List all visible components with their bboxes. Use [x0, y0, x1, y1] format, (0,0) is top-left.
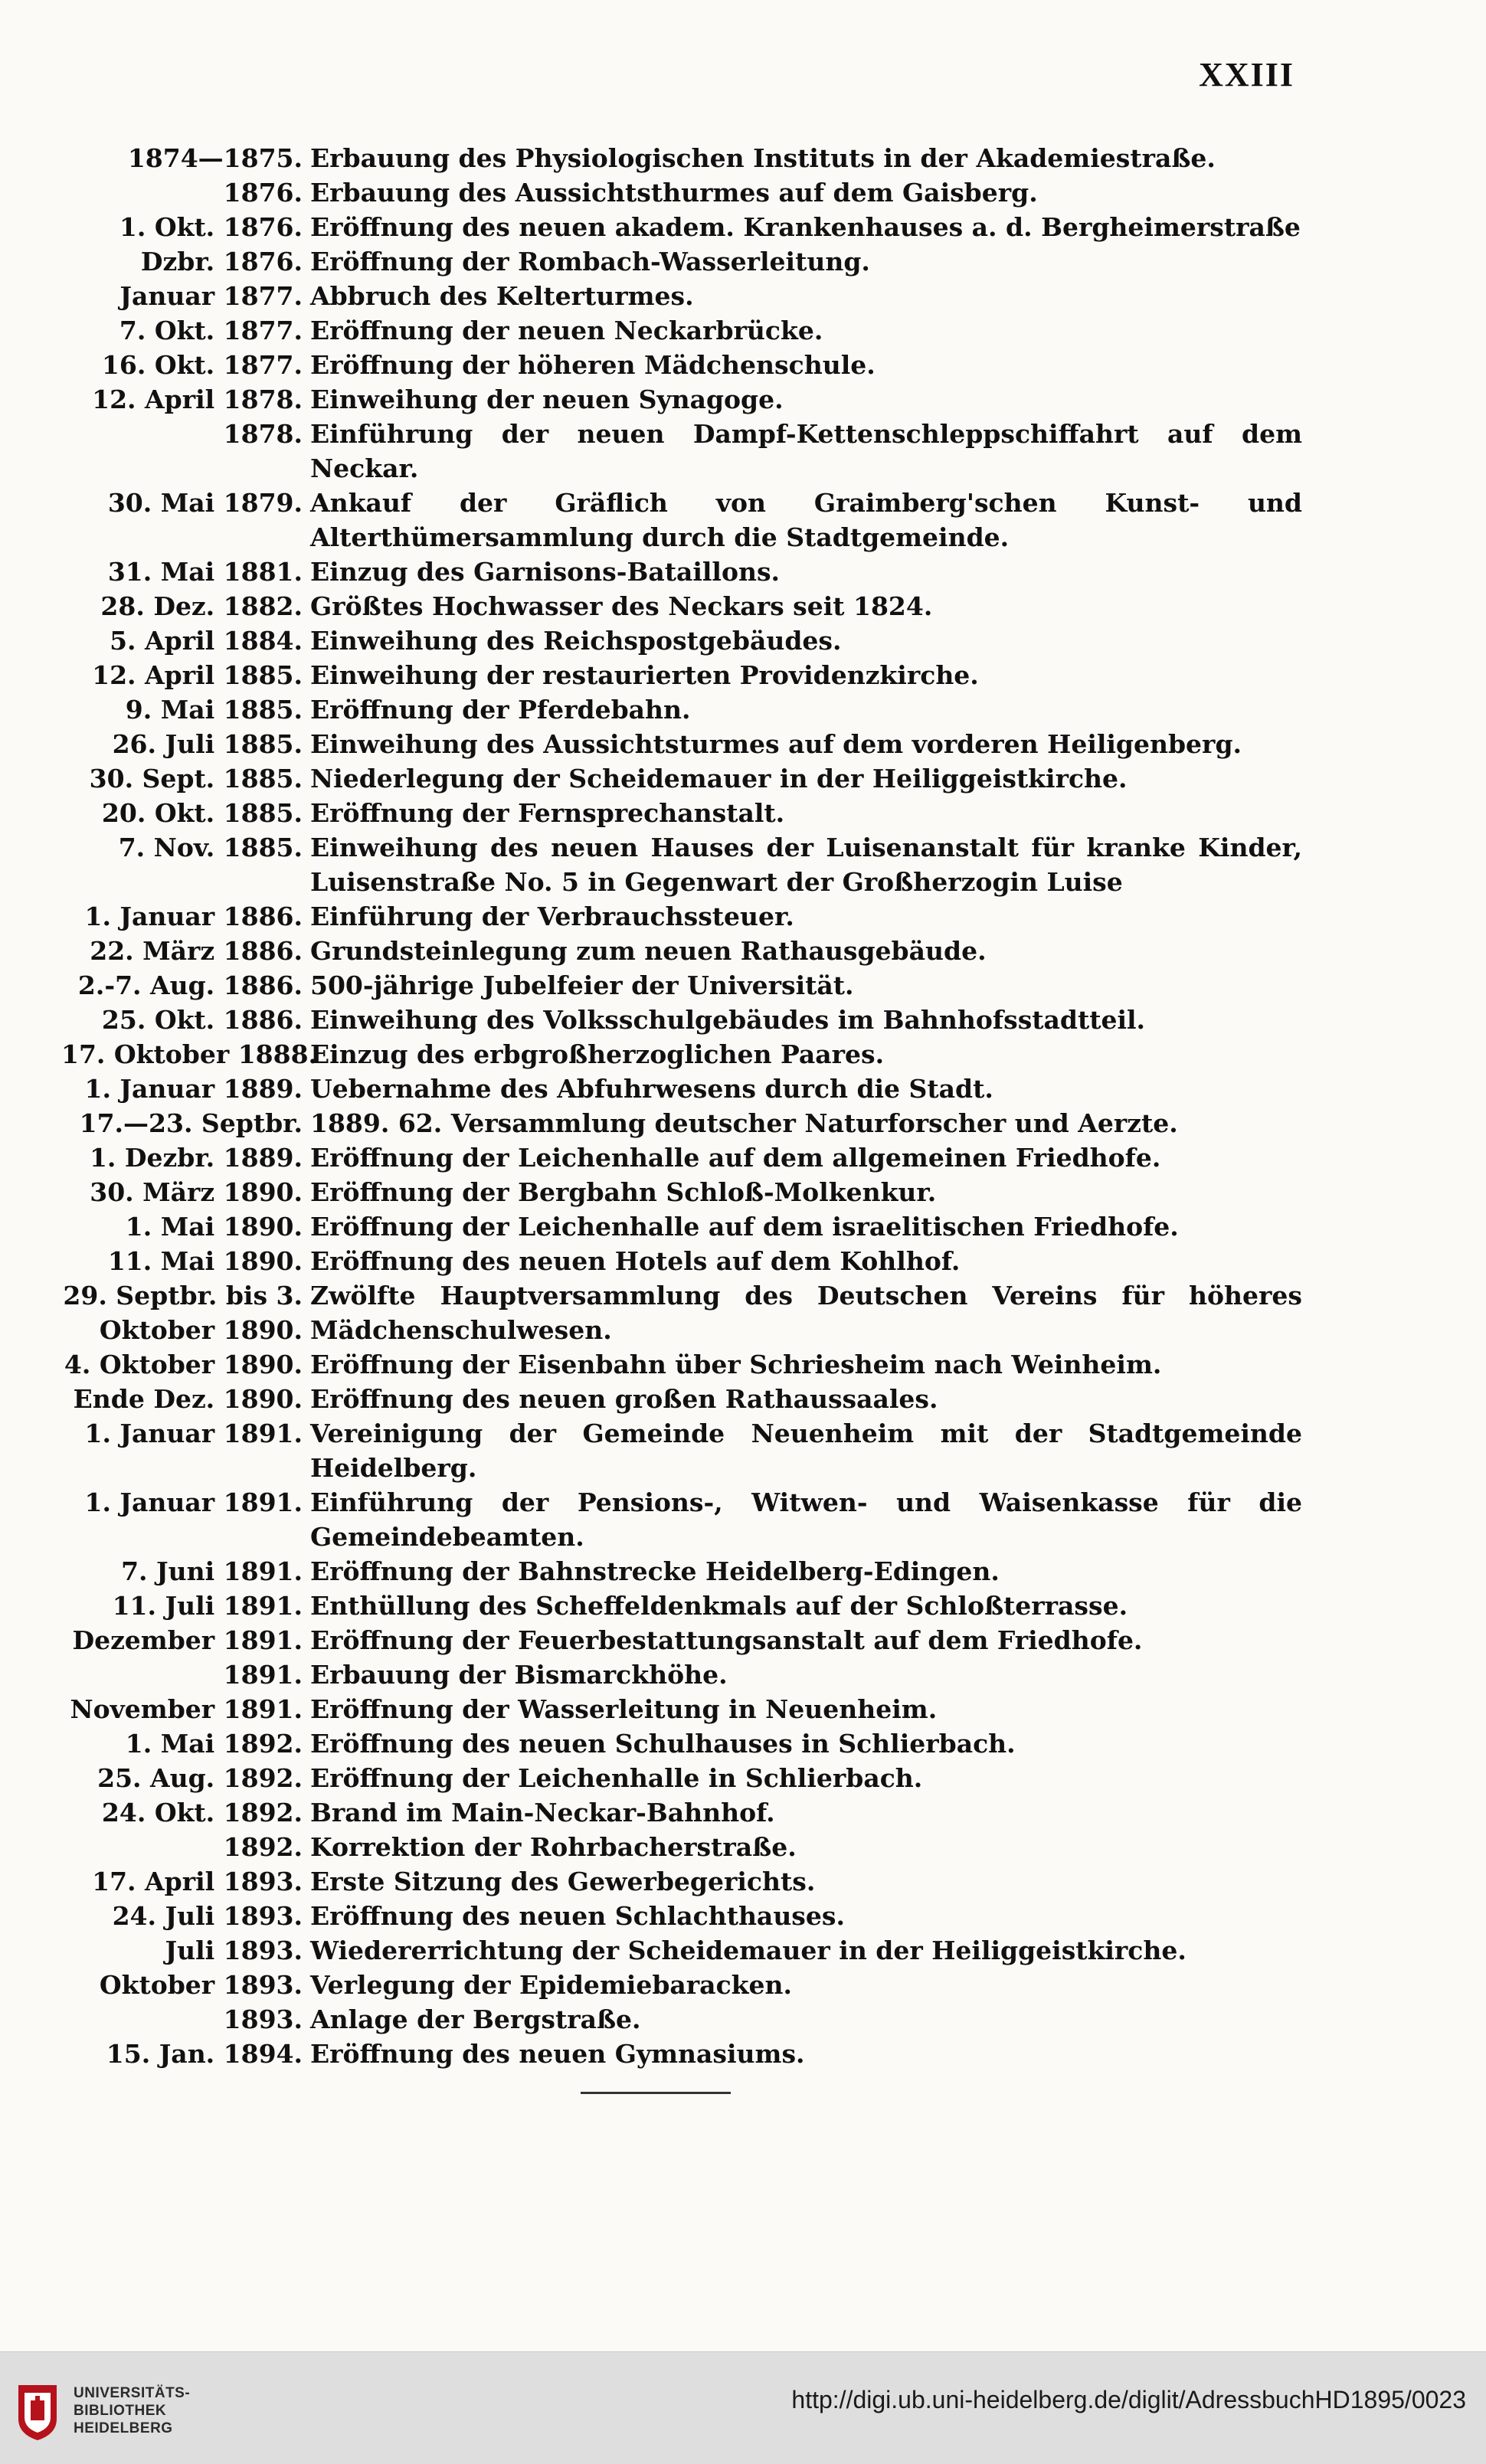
entry-text: Eröffnung der höheren Mädchenschule.: [310, 350, 876, 380]
entry-text: Einweihung des Reichspostgebäudes.: [310, 626, 842, 656]
list-item: [61, 1175, 1302, 1209]
list-item: [61, 899, 1302, 934]
entry-text: Erbauung des Physiologischen Instituts in der Akademiestraße.: [310, 143, 1216, 173]
list-item: [61, 1416, 1302, 1485]
entry-date: 30. Mai 1879.: [107, 488, 303, 518]
list-item: [61, 175, 1302, 210]
entry-date: 11. Mai 1890.: [107, 1246, 303, 1276]
entry-date: 25. Okt. 1886.: [101, 1005, 303, 1035]
entry-text: Eröffnung des neuen Hotels auf dem Kohlhof.: [310, 1246, 961, 1276]
entry-date: 1892.: [223, 1832, 303, 1862]
list-item: [61, 1726, 1302, 1761]
entry-text: Uebernahme des Abfuhrwesens durch die Stadt.: [310, 1074, 993, 1104]
entry-text: Einweihung der restaurierten Providenzkirche.: [310, 660, 979, 690]
entry-date: Dzbr. 1876.: [140, 247, 303, 277]
entry-date: 15. Jan. 1894.: [106, 2039, 303, 2069]
entry-date: 26. Juli 1885.: [112, 729, 303, 759]
entry-text: Eröffnung der Bergbahn Schloß-Molkenkur.: [310, 1177, 937, 1207]
list-item: [61, 141, 1302, 175]
entry-date: 17. April 1893.: [92, 1867, 303, 1896]
entry-text: Eröffnung der Feuerbestattungsanstalt auf dem Friedhofe.: [310, 1625, 1143, 1655]
entry-text: Vereinigung der Gemeinde Neuenheim mit der Stadtgemeinde Heidelberg.: [310, 1419, 1302, 1483]
list-item: [61, 1485, 1302, 1554]
entry-text: Einweihung des Volksschulgebäudes im Bahnhofsstadtteil.: [310, 1005, 1146, 1035]
entry-date: 1. Okt. 1876.: [119, 212, 303, 242]
entry-text: Zwölfte Hauptversammlung des Deutschen Vereins für höheres Mädchenschulwesen.: [310, 1281, 1302, 1345]
list-item: [61, 1933, 1302, 1968]
entry-date: 30. März 1890.: [90, 1177, 303, 1207]
page-number: XXIII: [1199, 56, 1295, 93]
entry-text: Eröffnung der Fernsprechanstalt.: [310, 798, 785, 828]
entry-text: Wiedererrichtung der Scheidemauer in der Heiliggeistkirche.: [310, 1936, 1187, 1965]
entry-date: 1. Januar 1891.: [84, 1419, 303, 1448]
entry-text: Eröffnung des neuen Schlachthauses.: [310, 1901, 845, 1931]
entry-text: Erste Sitzung des Gewerbegerichts.: [310, 1867, 816, 1896]
logo-line: BIBLIOTHEK: [74, 2402, 167, 2419]
entry-date: 30. Sept. 1885.: [89, 764, 303, 794]
list-item: [61, 658, 1302, 692]
entry-text: Korrektion der Rohrbacherstraße.: [310, 1832, 797, 1862]
entry-text: Brand im Main-Neckar-Bahnhof.: [310, 1798, 775, 1828]
list-item: [61, 1692, 1302, 1726]
entry-date: 12. April 1878.: [92, 384, 303, 414]
entry-text: Eröffnung der Leichenhalle auf dem israelitischen Friedhofe.: [310, 1212, 1179, 1242]
list-item: [61, 1382, 1302, 1416]
list-item: [61, 1347, 1302, 1382]
list-item: [61, 1657, 1302, 1692]
entry-text: Eröffnung des neuen großen Rathaussaales.: [310, 1384, 938, 1414]
list-item: [61, 1761, 1302, 1795]
list-item: [61, 2037, 1302, 2071]
entry-date: Juli 1893.: [165, 1936, 303, 1965]
list-item: [61, 589, 1302, 623]
entry-date: 4. Oktober 1890.: [64, 1350, 303, 1379]
entry-text: Eröffnung der Eisenbahn über Schriesheim nach Weinheim.: [310, 1350, 1162, 1379]
entry-text: Anlage der Bergstraße.: [310, 2004, 641, 2034]
entry-text: Eröffnung der neuen Neckarbrücke.: [310, 316, 823, 345]
list-item: [61, 555, 1302, 589]
entry-date: 1891.: [223, 1660, 303, 1690]
entry-date: Januar 1877.: [119, 281, 303, 311]
entry-date: 1874—1875.: [127, 143, 303, 173]
chronology-list: [61, 141, 1302, 2071]
list-item: [61, 830, 1302, 899]
entry-date: 22. März 1886.: [90, 936, 303, 966]
entry-text: Eröffnung des neuen Schulhauses in Schlierbach.: [310, 1729, 1016, 1759]
entry-date: 16. Okt. 1877.: [101, 350, 303, 380]
list-item: [61, 761, 1302, 796]
list-item: [61, 1968, 1302, 2002]
list-item: [61, 1106, 1302, 1140]
entry-date: 17. Oktober 1888.: [61, 1039, 318, 1069]
entry-date: November 1891.: [70, 1694, 303, 1724]
entry-text: Eröffnung der Leichenhalle auf dem allgemeinen Friedhofe.: [310, 1143, 1161, 1173]
entry-text: Einführung der Pensions-, Witwen- und Waisenkasse für die Gemeindebeamten.: [310, 1487, 1302, 1552]
list-item: [61, 1278, 1302, 1347]
entry-text: Eröffnung der Wasserleitung in Neuenheim.: [310, 1694, 938, 1724]
entry-date: 24. Juli 1893.: [112, 1901, 303, 1931]
list-item: [61, 279, 1302, 313]
entry-date: 7. Nov. 1885.: [118, 833, 303, 862]
entry-date: 24. Okt. 1892.: [101, 1798, 303, 1828]
entry-text: Eröffnung des neuen akadem. Krankenhauses a. d. Bergheimerstraße: [310, 212, 1301, 242]
entry-text: Ankauf der Gräflich von Graimberg'schen Kunst- und Alterthümersammlung durch die Stadtgemeinde.: [310, 488, 1302, 552]
entry-text: Einweihung der neuen Synagoge.: [310, 384, 784, 414]
list-item: [61, 348, 1302, 382]
entry-text: Einweihung des Aussichtsturmes auf dem vorderen Heiligenberg.: [310, 729, 1242, 759]
list-item: [61, 1140, 1302, 1175]
logo-line: HEIDELBERG: [74, 2420, 173, 2436]
footer-bar: [0, 2351, 1486, 2464]
list-item: [61, 313, 1302, 348]
entry-date: 1. Januar 1886.: [84, 902, 303, 931]
list-item: [61, 1209, 1302, 1244]
entry-date: 1893.: [223, 2004, 303, 2034]
entry-date: 1. Mai 1890.: [125, 1212, 303, 1242]
list-item: [61, 1623, 1302, 1657]
end-rule-divider: [581, 2092, 731, 2094]
list-item: [61, 382, 1302, 417]
list-item: [61, 1554, 1302, 1589]
entry-text: Einweihung des neuen Hauses der Luisenanstalt für kranke Kinder, Luisenstraße No. 5 in Gegenwart der Großherzogin Luise: [310, 833, 1302, 897]
entry-date: Dezember 1891.: [72, 1625, 303, 1655]
list-item: [61, 1589, 1302, 1623]
list-item: [61, 486, 1302, 555]
entry-date: 7. Okt. 1877.: [119, 316, 303, 345]
entry-date: 29. Septbr. bis 3. Oktober 1890.: [63, 1281, 303, 1345]
entry-date: 1878.: [223, 419, 303, 449]
entry-date: 9. Mai 1885.: [125, 695, 303, 725]
entry-date: 1. Mai 1892.: [125, 1729, 303, 1759]
entry-text: Einzug des Garnisons-Bataillons.: [310, 557, 781, 587]
entry-date: 2.-7. Aug. 1886.: [77, 970, 303, 1000]
entry-text: Größtes Hochwasser des Neckars seit 1824.: [310, 591, 933, 621]
entry-date: 1876.: [223, 178, 303, 208]
entry-date: 5. April 1884.: [110, 626, 303, 656]
entry-text: Grundsteinlegung zum neuen Rathausgebäude.: [310, 936, 987, 966]
list-item: [61, 692, 1302, 727]
list-item: [61, 796, 1302, 830]
entry-date: 12. April 1885.: [92, 660, 303, 690]
entry-date: 1. Dezbr. 1889.: [89, 1143, 303, 1173]
entry-date: 31. Mai 1881.: [107, 557, 303, 587]
list-item: [61, 2002, 1302, 2037]
entry-date: 20. Okt. 1885.: [101, 798, 303, 828]
entry-text: Einführung der Verbrauchssteuer.: [310, 902, 794, 931]
entry-date: Ende Dez. 1890.: [73, 1384, 303, 1414]
list-item: [61, 934, 1302, 968]
entry-text: Eröffnung der Leichenhalle in Schlierbach.: [310, 1763, 923, 1793]
entry-text: Niederlegung der Scheidemauer in der Heiliggeistkirche.: [310, 764, 1128, 794]
entry-text: Einführung der neuen Dampf-Kettenschleppschiffahrt auf dem Neckar.: [310, 419, 1302, 483]
library-logo: [14, 2375, 195, 2446]
entry-text: 500-jährige Jubelfeier der Universität.: [310, 970, 854, 1000]
entry-date: Oktober 1893.: [99, 1970, 303, 2000]
entry-text: Eröffnung der Pferdebahn.: [310, 695, 691, 725]
entry-text: Eröffnung des neuen Gymnasiums.: [310, 2039, 805, 2069]
entry-text: Verlegung der Epidemiebaracken.: [310, 1970, 792, 2000]
entry-text: Enthüllung des Scheffeldenkmals auf der Schloßterrasse.: [310, 1591, 1128, 1621]
list-item: [61, 1795, 1302, 1830]
list-item: [61, 210, 1302, 244]
entry-text: Abbruch des Kelterturmes.: [310, 281, 694, 311]
list-item: [61, 727, 1302, 761]
list-item: [61, 244, 1302, 279]
entry-date: 17.—23. Septbr.: [79, 1108, 303, 1138]
list-item: [61, 1003, 1302, 1037]
entry-text: Eröffnung der Rombach-Wasserleitung.: [310, 247, 870, 277]
entry-text: 1889. 62. Versammlung deutscher Naturforscher und Aerzte.: [310, 1108, 1178, 1138]
list-item: [61, 1899, 1302, 1933]
list-item: [61, 1244, 1302, 1278]
entry-date: 11. Juli 1891.: [112, 1591, 303, 1621]
list-item: [61, 417, 1302, 486]
entry-text: Erbauung des Aussichtsthurmes auf dem Gaisberg.: [310, 178, 1038, 208]
logo-line: UNIVERSITÄTS-: [74, 2384, 191, 2401]
entry-date: 7. Juni 1891.: [121, 1556, 303, 1586]
university-seal-icon: [14, 2379, 61, 2442]
list-item: [61, 623, 1302, 658]
entry-text: Einzug des erbgroßherzoglichen Paares.: [310, 1039, 885, 1069]
list-item: [61, 1072, 1302, 1106]
entry-text: Erbauung der Bismarckhöhe.: [310, 1660, 728, 1690]
entry-date: 25. Aug. 1892.: [97, 1763, 303, 1793]
library-name: [74, 2384, 190, 2437]
entry-date: 1. Januar 1891.: [84, 1487, 303, 1517]
entry-date: 28. Dez. 1882.: [100, 591, 303, 621]
list-item: [61, 968, 1302, 1003]
source-url-link[interactable]: http://digi.ub.uni-heidelberg.de/diglit/AdressbuchHD1895/0023: [791, 2386, 1466, 2413]
entry-date: 1. Januar 1889.: [84, 1074, 303, 1104]
list-item: [61, 1037, 1302, 1072]
list-item: [61, 1864, 1302, 1899]
entry-text: Eröffnung der Bahnstrecke Heidelberg-Edingen.: [310, 1556, 1000, 1586]
list-item: [61, 1830, 1302, 1864]
